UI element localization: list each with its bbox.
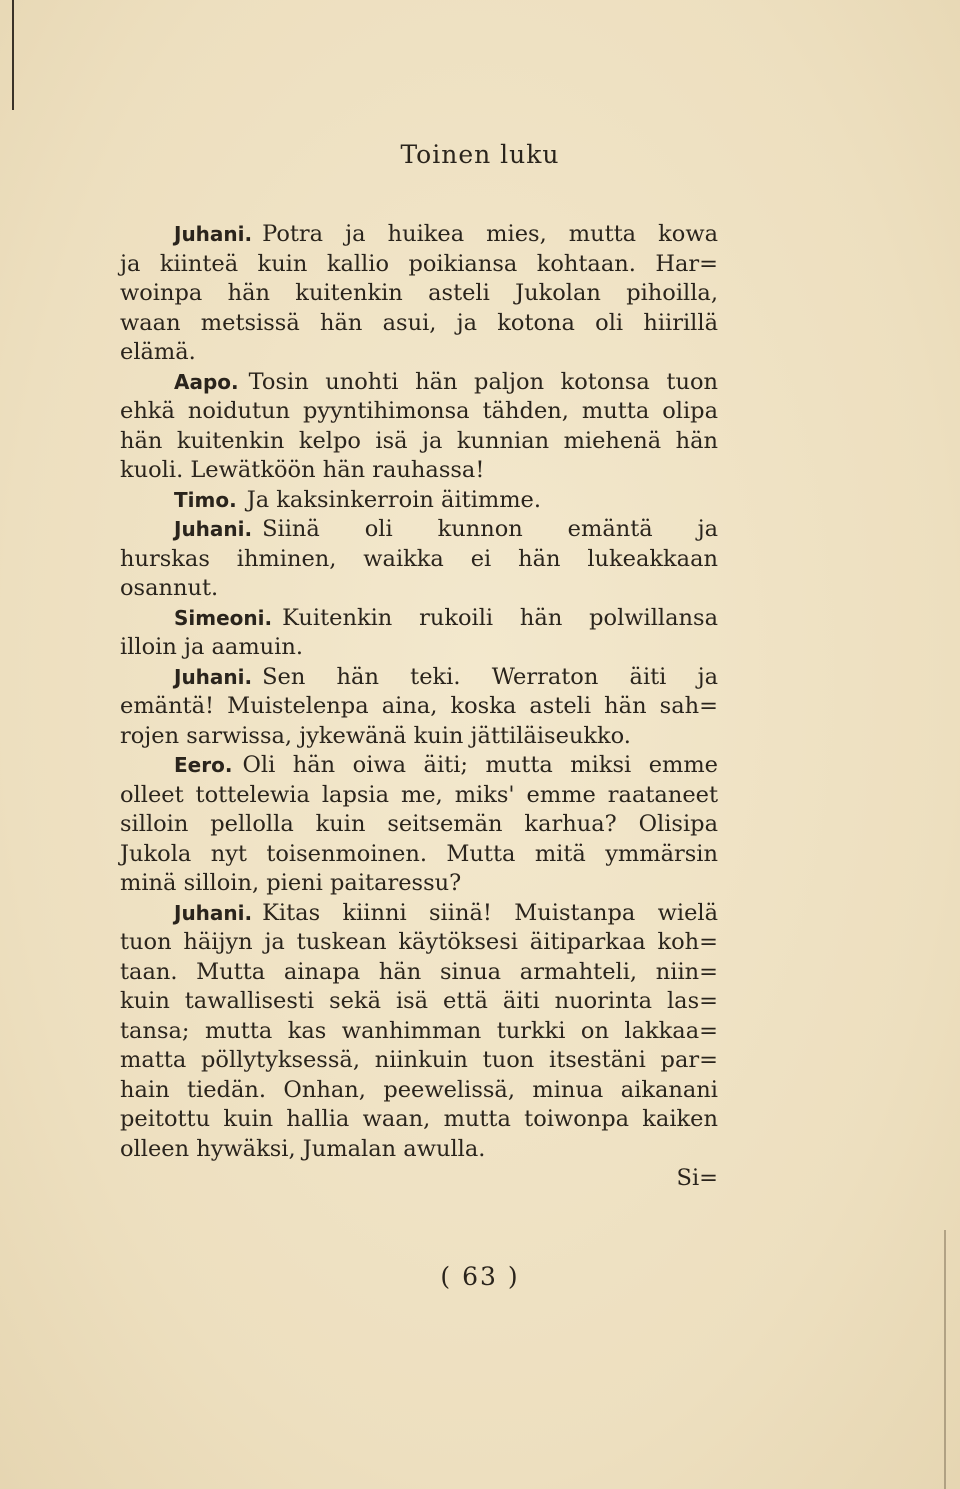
line-text: woinpa hän kuitenkin asteli Jukolan pihoilla, <box>120 280 718 306</box>
text-line <box>120 1046 718 1076</box>
speaker-name: Juhani. <box>174 222 253 246</box>
speaker-name: Simeoni. <box>174 605 273 630</box>
text-line <box>120 486 718 516</box>
text-line <box>120 220 718 250</box>
text-line <box>120 456 718 486</box>
text-line <box>120 427 718 457</box>
speaker-name: Juhani. <box>174 517 253 541</box>
line-text: Oli hän oiwa äiti; mutta miksi emme <box>242 752 718 778</box>
text-line <box>120 987 718 1017</box>
catchword: Si= <box>676 1165 718 1191</box>
text-line <box>120 309 718 339</box>
text-line <box>120 1017 718 1047</box>
text-line <box>120 397 718 427</box>
line-text: Kuitenkin rukoili hän polwillansa <box>282 604 718 631</box>
text-line <box>120 928 718 958</box>
line-text: silloin pellolla kuin seitsemän karhua? Olisipa <box>120 811 718 837</box>
line-text: kuin tawallisesti sekä isä että äiti nuorinta las= <box>120 988 718 1014</box>
line-text: Potra ja huikea mies, mutta kowa <box>262 221 718 247</box>
line-text: olleen hywäksi, Jumalan awulla. <box>120 1135 486 1162</box>
line-text: waan metsissä hän asui, ja kotona oli hiirillä <box>120 309 718 336</box>
line-text: ehkä noidutun pyyntihimonsa tähden, mutta olipa <box>120 398 718 424</box>
text-line <box>120 604 718 634</box>
speaker-name: Juhani. <box>174 900 253 925</box>
text-line <box>120 279 718 309</box>
text-line <box>120 1135 718 1165</box>
speaker-name: Aapo. <box>174 369 239 394</box>
text-line <box>120 545 718 575</box>
text-line <box>120 899 718 929</box>
line-text: rojen sarwissa, jykewänä kuin jättiläiseukko. <box>120 722 631 749</box>
text-line <box>120 1076 718 1106</box>
text-line <box>120 958 718 988</box>
line-text: kuoli. Lewätköön hän rauhassa! <box>120 457 485 483</box>
text-line <box>120 722 718 752</box>
text-line <box>120 633 718 663</box>
text-line <box>120 1105 718 1135</box>
line-text: Sen hän teki. Werraton äiti ja <box>262 663 718 690</box>
line-text: minä silloin, pieni paitaressu? <box>120 870 462 896</box>
text-body <box>120 220 718 1194</box>
text-line <box>120 250 718 280</box>
line-text: osannut. <box>120 575 219 601</box>
line-text: ja kiinteä kuin kallio poikiansa kohtaan. Har= <box>120 250 718 277</box>
line-text: tuon häijyn ja tuskean käytöksesi äitiparkaa koh= <box>120 929 718 955</box>
line-text: Ja kaksinkerroin äitimme. <box>246 486 542 513</box>
line-text: Siinä oli kunnon emäntä ja <box>262 516 718 542</box>
chapter-title: Toinen luku <box>400 140 560 169</box>
line-text: hurskas ihminen, waikka ei hän lukeakkaan <box>120 545 718 572</box>
line-text: Kitas kiinni siinä! Muistanpa wielä <box>262 899 718 926</box>
speaker-name: Juhani. <box>174 664 253 689</box>
speaker-name: Timo. <box>174 487 237 512</box>
text-line <box>120 515 718 545</box>
page-number: ( 63 ) <box>440 1262 520 1291</box>
line-text: elämä. <box>120 339 196 365</box>
text-line <box>120 751 718 781</box>
line-text: illoin ja aamuin. <box>120 634 304 660</box>
line-text: tansa; mutta kas wanhimman turkki on lakkaa= <box>120 1017 718 1044</box>
line-text: peitottu kuin hallia waan, mutta toiwonpa kaiken <box>120 1106 718 1132</box>
text-line <box>120 368 718 398</box>
speaker-name: Eero. <box>174 753 233 777</box>
text-line <box>120 663 718 693</box>
text-line <box>120 338 718 368</box>
binding-edge <box>12 0 14 110</box>
line-text: Jukola nyt toisenmoinen. Mutta mitä ymmärsin <box>120 840 718 867</box>
text-line <box>120 574 718 604</box>
line-text: hän kuitenkin kelpo isä ja kunnian miehenä hän <box>120 427 718 454</box>
text-line <box>120 781 718 811</box>
text-line <box>120 810 718 840</box>
text-line <box>120 869 718 899</box>
line-text: emäntä! Muistelenpa aina, koska asteli hän sah= <box>120 693 718 719</box>
text-line <box>120 692 718 722</box>
line-text: Tosin unohti hän paljon kotonsa tuon <box>248 368 718 395</box>
line-text: hain tiedän. Onhan, peewelissä, minua aikanani <box>120 1076 718 1103</box>
line-text: taan. Mutta ainapa hän sinua armahteli, niin= <box>120 958 718 985</box>
line-text: matta pöllytyksessä, niinkuin tuon itsestäni par= <box>120 1047 718 1073</box>
line-text: olleet tottelewia lapsia me, miks' emme raataneet <box>120 781 718 808</box>
text-line <box>120 840 718 870</box>
